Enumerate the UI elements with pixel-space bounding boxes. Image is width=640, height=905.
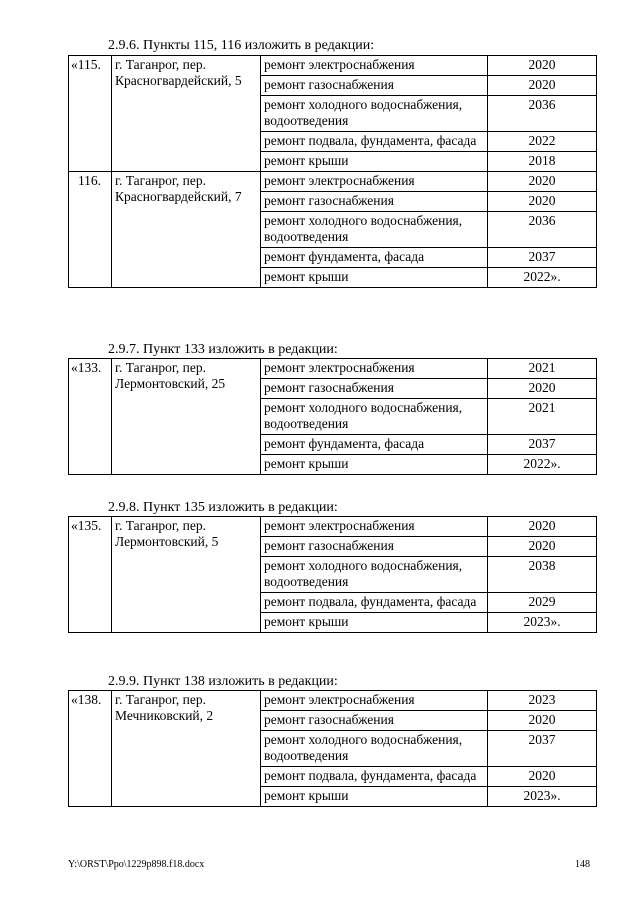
work-name: ремонт газоснабжения	[261, 76, 488, 96]
work-year: 2020	[488, 379, 597, 399]
work-year: 2036	[488, 212, 597, 248]
item-number: «115.	[69, 56, 112, 172]
footer-file-path: Y:\ORST\Ppo\1229p898.f18.docx	[68, 859, 205, 870]
work-name: ремонт холодного водоснабжения, водоотведения	[261, 731, 488, 767]
work-name: ремонт электроснабжения	[261, 517, 488, 537]
work-year: 2020	[488, 192, 597, 212]
work-year: 2020	[488, 537, 597, 557]
repair-table	[68, 55, 597, 288]
section-heading: 2.9.6. Пункты 115, 116 изложить в редакции:	[108, 38, 375, 53]
work-name: ремонт подвала, фундамента, фасада	[261, 132, 488, 152]
work-year: 2038	[488, 557, 597, 593]
page-number: 148	[575, 859, 590, 870]
table-row	[69, 172, 597, 192]
item-number: «133.	[69, 359, 112, 475]
work-year: 2022».	[488, 268, 597, 288]
work-name: ремонт крыши	[261, 787, 488, 807]
work-year: 2023».	[488, 787, 597, 807]
section-heading: 2.9.8. Пункт 135 изложить в редакции:	[108, 500, 338, 515]
work-name: ремонт крыши	[261, 613, 488, 633]
item-number: «135.	[69, 517, 112, 633]
work-year: 2037	[488, 731, 597, 767]
item-address: г. Таганрог, пер. Лермонтовский, 5	[112, 517, 261, 633]
work-name: ремонт фундамента, фасада	[261, 435, 488, 455]
work-year: 2020	[488, 76, 597, 96]
work-name: ремонт холодного водоснабжения, водоотведения	[261, 96, 488, 132]
repair-table	[68, 690, 597, 807]
table-row	[69, 359, 597, 379]
work-name: ремонт крыши	[261, 268, 488, 288]
work-year: 2023».	[488, 613, 597, 633]
work-name: ремонт газоснабжения	[261, 711, 488, 731]
work-name: ремонт газоснабжения	[261, 379, 488, 399]
work-year: 2020	[488, 56, 597, 76]
work-year: 2022».	[488, 455, 597, 475]
work-name: ремонт электроснабжения	[261, 359, 488, 379]
work-year: 2037	[488, 435, 597, 455]
repair-table	[68, 358, 597, 475]
work-name: ремонт электроснабжения	[261, 691, 488, 711]
work-year: 2018	[488, 152, 597, 172]
work-year: 2029	[488, 593, 597, 613]
section-heading: 2.9.9. Пункт 138 изложить в редакции:	[108, 674, 338, 689]
repair-table	[68, 516, 597, 633]
item-address: г. Таганрог, пер. Лермонтовский, 25	[112, 359, 261, 475]
work-year: 2036	[488, 96, 597, 132]
work-year: 2022	[488, 132, 597, 152]
work-year: 2020	[488, 172, 597, 192]
work-name: ремонт электроснабжения	[261, 172, 488, 192]
work-name: ремонт холодного водоснабжения, водоотведения	[261, 399, 488, 435]
item-address: г. Таганрог, пер. Красногвардейский, 7	[112, 172, 261, 288]
work-name: ремонт фундамента, фасада	[261, 248, 488, 268]
work-name: ремонт крыши	[261, 152, 488, 172]
item-address: г. Таганрог, пер. Мечниковский, 2	[112, 691, 261, 807]
item-number: «138.	[69, 691, 112, 807]
work-name: ремонт холодного водоснабжения, водоотведения	[261, 557, 488, 593]
table-row	[69, 691, 597, 711]
work-name: ремонт холодного водоснабжения, водоотведения	[261, 212, 488, 248]
work-year: 2020	[488, 711, 597, 731]
work-year: 2021	[488, 359, 597, 379]
work-name: ремонт крыши	[261, 455, 488, 475]
table-row	[69, 56, 597, 76]
table-row	[69, 517, 597, 537]
work-name: ремонт подвала, фундамента, фасада	[261, 593, 488, 613]
work-name: ремонт газоснабжения	[261, 537, 488, 557]
work-year: 2023	[488, 691, 597, 711]
section-heading: 2.9.7. Пункт 133 изложить в редакции:	[108, 342, 338, 357]
work-year: 2037	[488, 248, 597, 268]
work-year: 2020	[488, 517, 597, 537]
work-year: 2021	[488, 399, 597, 435]
work-name: ремонт подвала, фундамента, фасада	[261, 767, 488, 787]
item-address: г. Таганрог, пер. Красногвардейский, 5	[112, 56, 261, 172]
work-name: ремонт газоснабжения	[261, 192, 488, 212]
work-name: ремонт электроснабжения	[261, 56, 488, 76]
work-year: 2020	[488, 767, 597, 787]
item-number: 116.	[69, 172, 112, 288]
